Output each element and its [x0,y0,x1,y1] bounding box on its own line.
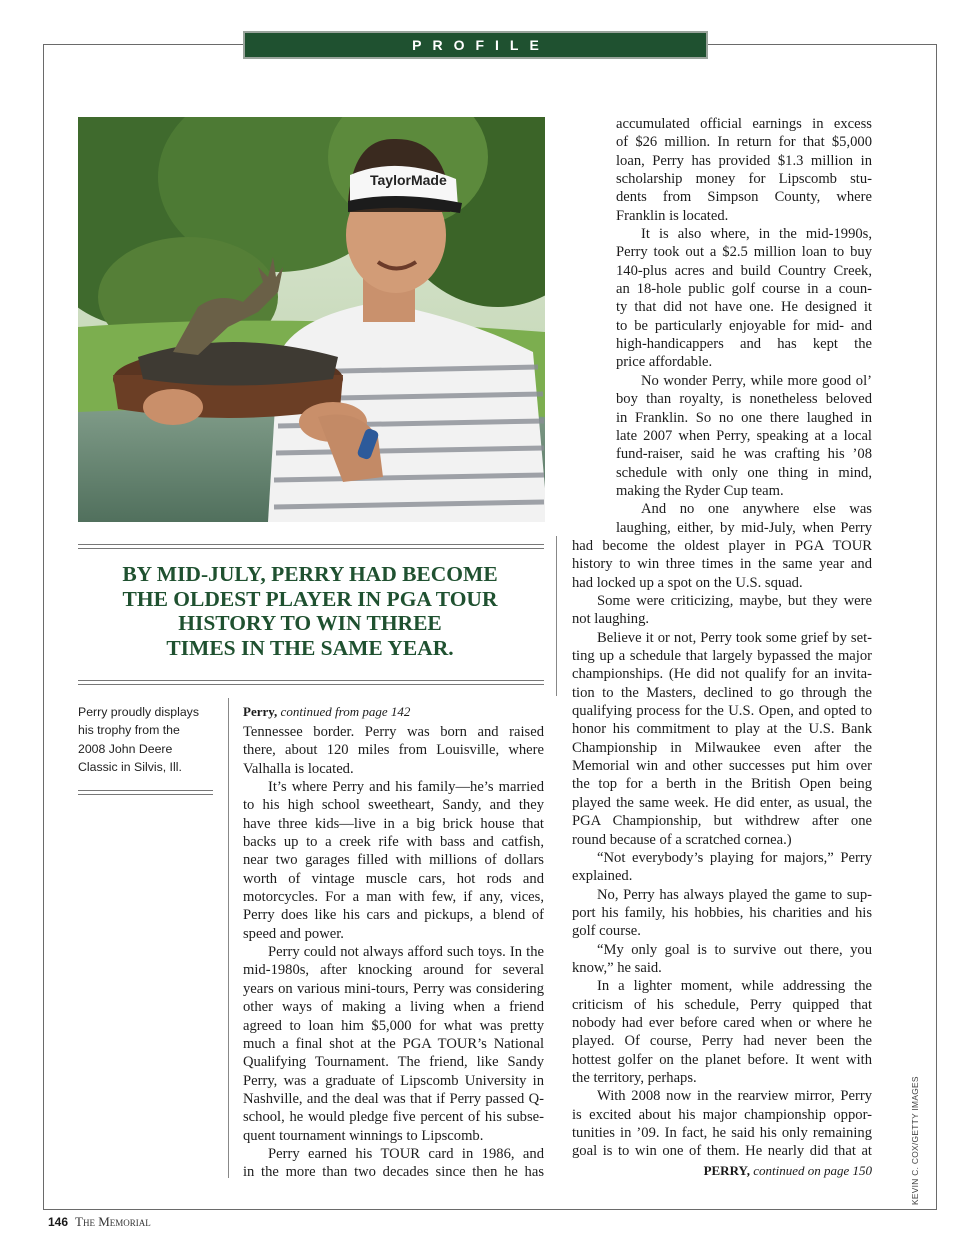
body-line: It’s where Perry and his family—he’s married [268,779,544,796]
body-line: tion to the Masters, declined to go through the [572,684,872,701]
article-column-right-bottom [572,537,872,1161]
body-line: played. Of course, Perry had never been the [572,1033,872,1050]
article-column-right-top [616,115,872,537]
body-line: goal is to win one of them. He nearly did that at [572,1143,872,1160]
body-line: school, he would pledge five percent of his subse- [243,1109,544,1126]
body-line: in the more than two decades since then he has [243,1164,544,1181]
body-line: loan, Perry has provided $1.3 million in [616,152,872,169]
body-line: PGA Championship, but withdrew after one [572,813,872,830]
body-line: played the same week. He did enter, as usual, the [572,794,872,811]
body-line: In a lighter moment, while addressing the [597,978,872,995]
body-line: Perry could not always afford such toys. In the [268,944,544,961]
body-line: laughing, either, by mid-July, when Perry [616,519,872,536]
pullquote-rule-bottom [78,680,544,685]
body-line: accumulated official earnings in excess [616,116,872,132]
body-line: And no one anywhere else was [641,501,872,518]
body-line: fund-raiser, said he was crafting his ’08 [616,446,872,463]
section-banner [243,31,708,59]
section-label: PROFILE [412,37,550,53]
body-line: dents from Simpson County, where [616,189,872,206]
publication-name: The Memorial [75,1214,151,1229]
body-line: Valhalla is located. [243,760,354,777]
caption-line: his trophy from the [78,723,180,738]
continued-text: continued on page 150 [753,1163,872,1178]
body-line: boy than royalty, is nonetheless beloved [616,391,872,408]
body-line: mid-1980s, after knocking around for several [243,962,544,979]
pullquote [90,562,530,660]
body-line: Qualifying Tournament. The friend, like Sandy [243,1054,544,1071]
body-line: motorcycles. For a man with few, if any, vices, [243,889,544,906]
body-line: to be particularly enjoyable for mid- and [616,317,872,334]
photo-illustration [78,117,545,522]
body-line: championships. (He did not qualify for an invita- [572,666,872,683]
photo-caption [78,703,213,776]
body-line: Memorial win and other successes put him over [572,758,872,775]
pullquote-rule-top [78,544,544,549]
page-number: 146 [48,1215,69,1229]
body-line: qualifying process for the U.S. Open, and opted to [572,703,872,720]
body-line: Championship in Milwaukee even after the [572,739,872,756]
body-line: agreed to loan him $5,000 for what was pretty [243,1017,544,1034]
body-line: in Franklin. So no one there laughed in [616,409,872,426]
body-line: 140-plus acres and build Country Creek, [616,262,872,279]
kicker-continued: continued from page 142 [280,704,411,719]
body-line: the top for a berth in the British Open being [572,776,872,793]
body-line: not laughing. [572,611,650,628]
caption-line: 2008 John Deere [78,741,173,756]
kicker-name: Perry, [243,704,278,719]
caption-line: Classic in Silvis, Ill. [78,759,182,774]
body-line: ty that did not have one. He designed it [616,299,872,316]
body-line: Nashville, and the deal was that if Perry passed Q- [243,1090,544,1107]
golfer-with-trophy-photo [78,117,545,522]
body-line: scholarship money for Lipscomb stu- [616,171,872,188]
body-line: Some were criticizing, maybe, but they were [597,593,872,610]
caption-line: Perry proudly displays [78,705,199,719]
body-line: Tennessee border. Perry was born and raised [243,724,544,740]
body-line: With 2008 now in the rearview mirror, Perry [597,1088,872,1105]
body-line: there, about 120 miles from Louisville, where [243,742,544,759]
body-line: tunities in ’09. In fact, he said his only remaining [572,1125,872,1141]
body-line: of $26 million. In return for that $5,000 [616,134,872,151]
body-line: schedule with only one thing in mind, [616,464,872,481]
body-line: No wonder Perry, while more good ol’ [641,372,872,389]
pullquote-line: TIMES IN THE SAME YEAR. [166,635,454,660]
body-line: the territory, perhaps. [572,1069,697,1086]
continued-name: PERRY, [703,1163,750,1178]
body-line: round because of a scratched cornea.) [572,831,792,848]
body-line: to his high school sweetheart, Sandy, and they [243,797,544,814]
body-line: Believe it or not, Perry took some grief by set- [597,629,872,646]
body-line: port his family, his hobbies, his charities and his [572,904,872,921]
body-line: high-handicappers and has kept the [616,336,872,353]
body-line: It is also where, in the mid-1990s, [641,226,872,243]
body-line: Perry does like his cars and pickups, a blend of [243,907,544,924]
body-line: much a final shot at the PGA TOUR’s National [243,1035,544,1052]
continued-note [650,1163,872,1179]
body-line: have three kids—live in a big brick house that [243,815,544,832]
article-column-left [243,703,544,1182]
body-line: years on various mini-tours, Perry was considering [243,980,544,997]
body-line: nobody had ever before cared when or where he [572,1014,872,1031]
body-line: history to win three times in the same year and [572,556,872,573]
body-line: ting up a schedule that largely bypassed the major [572,648,872,665]
body-line: honor his commitment to play at the U.S. Bank [572,721,872,738]
body-line: quent tournament winnings to Lipscomb. [243,1127,484,1144]
photo-credit: KEVIN C. COX/GETTY IMAGES [910,1076,920,1205]
body-line: golf course. [572,923,641,940]
body-line: “My only goal is to survive out there, you [597,941,872,958]
pullquote-line: BY MID-JULY, PERRY HAD BECOME [122,562,498,586]
body-line: hottest golfer on the planet before. It went with [572,1051,872,1068]
body-line: speed and power. [243,925,344,942]
body-line: is excited about his major championship oppor- [572,1106,872,1123]
svg-text:TaylorMade: TaylorMade [370,172,447,188]
body-line: near two garages filled with millions of dollars [243,852,544,869]
body-line: explained. [572,868,633,885]
body-line: making the Ryder Cup team. [616,482,784,499]
body-line: Perry took out a $2.5 million loan to buy [616,244,872,261]
body-line: backs up to a creek rife with bass and catfish, [243,834,544,851]
caption-rule [78,790,213,795]
caption-divider [228,698,229,1178]
body-line: Franklin is located. [616,207,729,224]
body-line: late 2007 when Perry, speaking at a local [616,427,872,444]
body-line: “Not everybody’s playing for majors,” Perry [597,849,872,866]
body-line: price affordable. [616,354,713,371]
body-line: an 18-hole public golf course in a coun- [616,281,872,298]
body-line: criticism of his schedule, Perry quipped that [572,996,872,1013]
body-line: worth of vintage muscle cars, hot rods and [243,870,544,887]
body-line: know,” he said. [572,959,662,976]
body-line: had become the oldest player in PGA TOUR [572,538,872,554]
page-folio [48,1214,151,1230]
body-line: had locked up a spot on the U.S. squad. [572,574,803,591]
body-line: other ways of making a living when a friend [243,999,544,1016]
kicker [243,703,544,723]
pullquote-line: HISTORY TO WIN THREE [178,611,442,635]
pullquote-line: THE OLDEST PLAYER IN PGA TOUR [122,586,498,611]
body-line: Perry earned his TOUR card in 1986, and [268,1145,544,1162]
body-line: Perry, was a graduate of Lipscomb University in [243,1072,544,1089]
body-line: No, Perry has always played the game to sup- [597,886,872,903]
column-divider [556,536,557,696]
